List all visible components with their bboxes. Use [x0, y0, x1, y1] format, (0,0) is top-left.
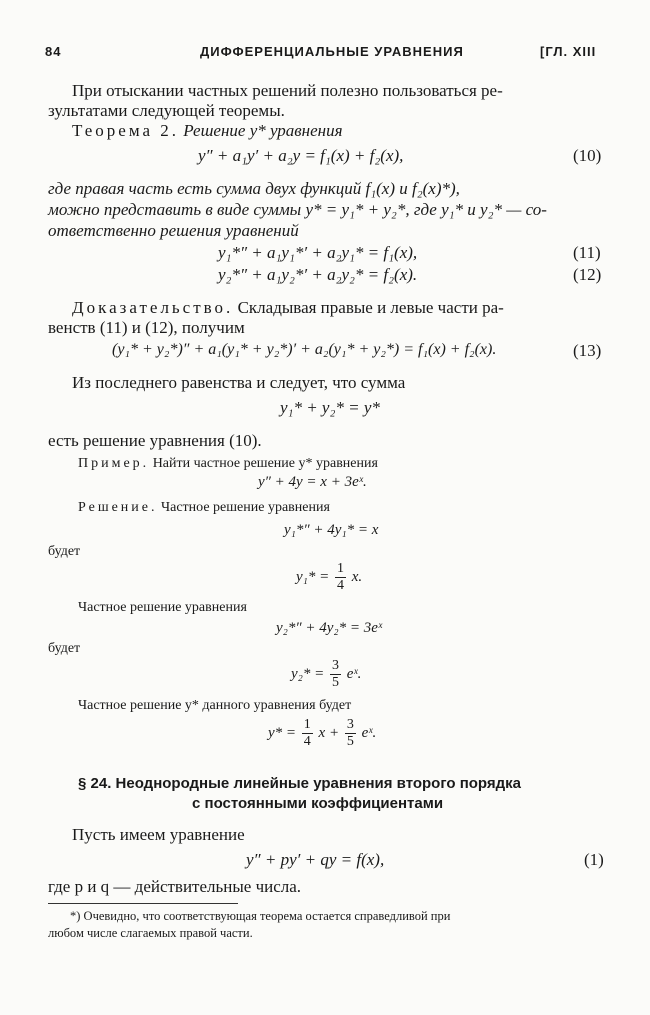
- equation-13: (y₁* + y₂*)″ + a₁(y₁* + y₂*)′ + a₂(y₁* + y₂*) = f₁(x) + f₂(x).: [112, 341, 497, 358]
- final-numerator-2: 3: [346, 717, 354, 732]
- result-a-denominator: 4: [337, 578, 344, 593]
- equation-1-number: (1): [584, 850, 604, 869]
- equation-10-number: (10): [573, 146, 602, 165]
- theorem-statement-start: Решение y* уравнения: [183, 121, 343, 140]
- equation-12-number: (12): [573, 265, 602, 284]
- chapter-label: [ГЛ. XIII: [540, 44, 597, 59]
- final-fraction-2: [345, 717, 356, 750]
- final-lhs: y* =: [268, 724, 297, 741]
- running-title: ДИФФЕРЕНЦИАЛЬНЫЕ УРАВНЕНИЯ: [200, 44, 464, 59]
- final-result: [268, 717, 376, 750]
- result-b-denominator: 5: [332, 675, 339, 690]
- final-rhs: eˣ.: [361, 724, 377, 741]
- theorem-heading: [72, 120, 343, 141]
- result-a-rhs: x.: [351, 568, 363, 585]
- equation-10: y″ + a₁y′ + a₂y = f₁(x) + f₂(x),: [198, 146, 404, 165]
- intro-line-2: зультатами следующей теоремы.: [48, 101, 285, 120]
- example-text-3: Частное решение y* данного уравнения будет: [78, 698, 352, 713]
- final-mid: x +: [318, 724, 340, 741]
- theorem-cont-3: ответственно решения уравнений: [48, 221, 299, 240]
- equation-12: y₂*″ + a₁y₂*′ + a₂y₂* = f₂(x).: [218, 265, 418, 284]
- solution-equation-a: y₁*″ + 4y₁* = x: [284, 522, 379, 538]
- result-b-fraction: [330, 658, 341, 691]
- theorem-label: Теорема 2.: [72, 121, 180, 140]
- proof-line-1-rest: Складывая правые и левые части ра-: [237, 298, 504, 317]
- example-text-2: Частное решение уравнения: [78, 600, 247, 615]
- section-line-2: где p и q — действительные числа.: [48, 877, 302, 896]
- solution-equation-b: y₂*″ + 4y₂* = 3eˣ: [276, 620, 383, 636]
- proof-line-3: Из последнего равенства и следует, что сумма: [72, 373, 406, 392]
- equation-sum: y₁* + y₂* = y*: [280, 398, 380, 417]
- result-a-lhs: y₁* =: [296, 568, 330, 585]
- solution-text: Частное решение уравнения: [161, 500, 330, 515]
- result-a: [296, 561, 362, 594]
- proof-line-2: венств (11) и (12), получим: [48, 318, 245, 337]
- result-a-fraction: [335, 561, 346, 594]
- proof-label: Доказательство.: [72, 298, 234, 317]
- example-heading: [78, 455, 378, 473]
- equation-11-number: (11): [573, 243, 601, 262]
- footnote-line-1: *) Очевидно, что соответствующая теорема остается справедливой при: [70, 909, 451, 923]
- final-denominator-2: 5: [346, 734, 354, 749]
- theorem-cont-2: можно представить в виде суммы y* = y₁* + y₂*, где y₁* и y₂* — со-: [48, 200, 547, 219]
- section-line-1: Пусть имеем уравнение: [72, 825, 245, 844]
- result-b-numerator: 3: [332, 658, 339, 673]
- theorem-cont-1: где правая часть есть сумма двух функций f₁(x) и f₂(x)*),: [48, 179, 460, 198]
- equation-1: y″ + py′ + qy = f(x),: [246, 850, 385, 869]
- solution-label: Решение.: [78, 500, 158, 515]
- result-b-lhs: y₂* =: [291, 665, 325, 682]
- section-title-line-1: § 24. Неоднородные линейные уравнения второго порядка: [78, 775, 522, 792]
- intro-line-1: При отыскании частных решений полезно пользоваться ре-: [72, 81, 503, 100]
- footnote-line-2: любом числе слагаемых правой части.: [48, 926, 253, 940]
- final-numerator-1: 1: [303, 717, 311, 732]
- example-label: Пример.: [78, 456, 150, 471]
- proof-line-4: есть решение уравнения (10).: [48, 431, 262, 450]
- equation-11: y₁*″ + a₁y₁*′ + a₂y₁* = f₁(x),: [218, 243, 418, 262]
- example-text: Найти частное решение y* уравнения: [152, 456, 378, 471]
- page-number: 84: [45, 44, 62, 59]
- example-equation: y″ + 4y = x + 3eˣ.: [258, 474, 367, 490]
- section-title-line-2: с постоянными коэффициентами: [192, 795, 444, 812]
- final-denominator-1: 4: [303, 734, 311, 749]
- result-b-rhs: eˣ.: [346, 665, 362, 682]
- proof-line-1: [72, 297, 504, 318]
- result-a-numerator: 1: [337, 561, 344, 576]
- result-b: [291, 658, 361, 691]
- budet-2: будет: [48, 641, 81, 656]
- budet-1: будет: [48, 544, 81, 559]
- footnote-rule: [48, 903, 238, 904]
- solution-heading: [78, 499, 330, 517]
- final-fraction-1: [302, 717, 313, 750]
- equation-13-number: (13): [573, 341, 602, 360]
